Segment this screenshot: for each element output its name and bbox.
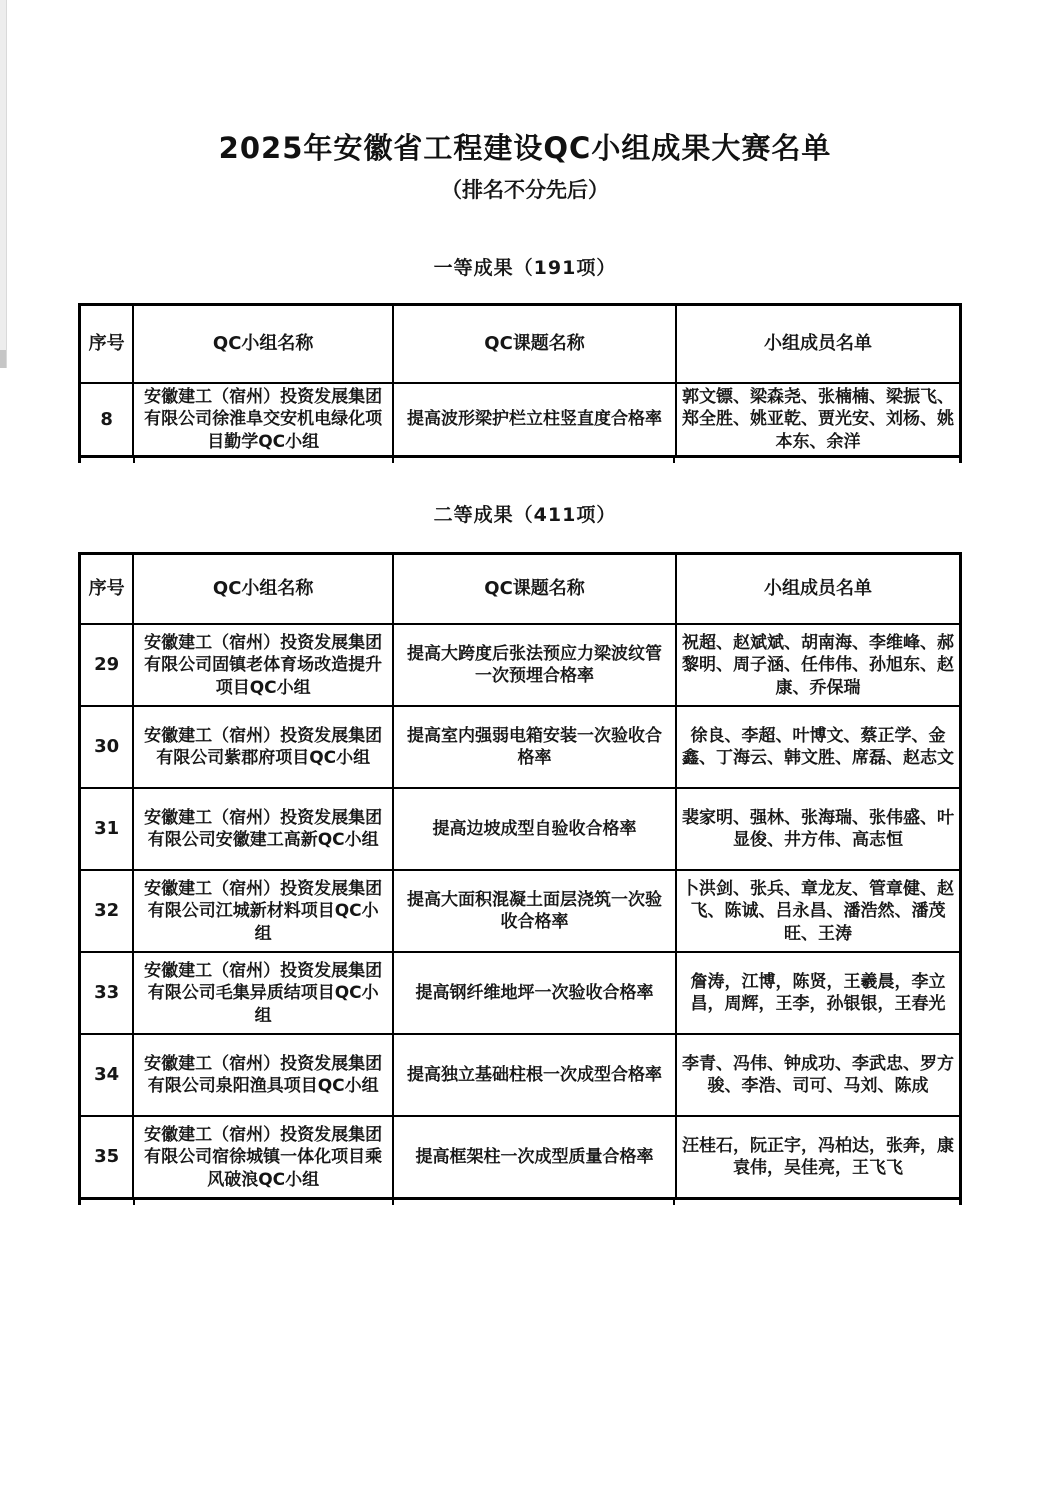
cell-topic-name: 提高独立基础柱根一次成型合格率 xyxy=(393,1034,676,1116)
cell-no: 8 xyxy=(80,383,134,457)
cell-group-name: 安徽建工（宿州）投资发展集团有限公司江城新材料项目QC小组 xyxy=(133,870,393,952)
cell-group-name: 安徽建工（宿州）投资发展集团有限公司紫郡府项目QC小组 xyxy=(133,706,393,788)
col-header-no: 序号 xyxy=(80,554,134,625)
cell-no: 35 xyxy=(80,1116,134,1199)
table-row xyxy=(80,870,961,952)
section-first-prize xyxy=(0,253,1050,463)
cell-members: 詹涛，江博，陈贤，王羲晨，李立昌，周辉，王李，孙银银，王春光 xyxy=(676,952,961,1034)
section-second-prize xyxy=(0,500,1050,1205)
cell-members: 郭文镖、梁森尧、张楠楠、梁振飞、郑全胜、姚亚乾、贾光安、刘杨、姚本东、余洋 xyxy=(676,383,961,457)
section-title-second-prize: 二等成果（411项） xyxy=(433,504,617,527)
table-row xyxy=(80,383,961,457)
cut-off-row xyxy=(78,1200,962,1205)
cell-members: 祝超、赵斌斌、胡南海、李维峰、郝黎明、周子涵、任伟伟、孙旭东、赵康、乔保瑞 xyxy=(676,624,961,706)
cell-group-name: 安徽建工（宿州）投资发展集团有限公司泉阳渔具项目QC小组 xyxy=(133,1034,393,1116)
first-prize-table-wrap xyxy=(78,303,962,463)
cell-group-name: 安徽建工（宿州）投资发展集团有限公司徐淮阜交安机电绿化项目勤学QC小组 xyxy=(133,383,393,457)
cell-group-name: 安徽建工（宿州）投资发展集团有限公司安徽建工高新QC小组 xyxy=(133,788,393,870)
cell-topic-name: 提高大面积混凝土面层浇筑一次验收合格率 xyxy=(393,870,676,952)
header-row xyxy=(80,554,961,625)
col-header-group-name: QC小组名称 xyxy=(133,305,393,384)
table-row xyxy=(80,788,961,870)
cell-no: 29 xyxy=(80,624,134,706)
cell-group-name: 安徽建工（宿州）投资发展集团有限公司毛集异质结项目QC小组 xyxy=(133,952,393,1034)
section-title-first-prize: 一等成果（191项） xyxy=(433,257,617,279)
cell-topic-name: 提高室内强弱电箱安装一次验收合格率 xyxy=(393,706,676,788)
cell-no: 34 xyxy=(80,1034,134,1116)
table-row xyxy=(80,706,961,788)
table-row xyxy=(80,952,961,1034)
cell-no: 32 xyxy=(80,870,134,952)
table-row xyxy=(80,1116,961,1199)
header-row xyxy=(80,305,961,384)
cell-group-name: 安徽建工（宿州）投资发展集团有限公司宿徐城镇一体化项目乘风破浪QC小组 xyxy=(133,1116,393,1199)
col-header-no: 序号 xyxy=(80,305,134,384)
cell-group-name: 安徽建工（宿州）投资发展集团有限公司固镇老体育场改造提升项目QC小组 xyxy=(133,624,393,706)
cell-topic-name: 提高边坡成型自验收合格率 xyxy=(393,788,676,870)
cell-no: 31 xyxy=(80,788,134,870)
cell-members: 汪桂石，阮正宇，冯柏达，张奔，康袁伟，吴佳亮，王飞飞 xyxy=(676,1116,961,1199)
cell-no: 33 xyxy=(80,952,134,1034)
table-row xyxy=(80,1034,961,1116)
cell-members: 徐良、李超、叶博文、蔡正学、金鑫、丁海云、韩文胜、席磊、赵志文 xyxy=(676,706,961,788)
scrollbar-track[interactable] xyxy=(0,0,7,368)
col-header-topic-name: QC课题名称 xyxy=(393,305,676,384)
cell-topic-name: 提高大跨度后张法预应力梁波纹管一次预埋合格率 xyxy=(393,624,676,706)
table-row xyxy=(80,624,961,706)
page-subtitle: （排名不分先后） xyxy=(441,178,609,202)
second-prize-results-table xyxy=(78,552,962,1200)
cut-off-row xyxy=(78,458,962,463)
col-header-members: 小组成员名单 xyxy=(676,554,961,625)
cell-members: 卜洪剑、张兵、章龙友、管章健、赵飞、陈诚、吕永昌、潘浩然、潘茂旺、王涛 xyxy=(676,870,961,952)
cell-members: 裴家明、强林、张海瑞、张伟盛、叶显俊、井方伟、高志恒 xyxy=(676,788,961,870)
cell-topic-name: 提高框架柱一次成型质量合格率 xyxy=(393,1116,676,1199)
page-title: 2025年安徽省工程建设QC小组成果大赛名单 xyxy=(218,131,832,165)
col-header-topic-name: QC课题名称 xyxy=(393,554,676,625)
col-header-group-name: QC小组名称 xyxy=(133,554,393,625)
second-prize-table-wrap xyxy=(78,552,962,1205)
cell-no: 30 xyxy=(80,706,134,788)
col-header-members: 小组成员名单 xyxy=(676,305,961,384)
first-prize-results-table xyxy=(78,303,962,458)
cell-topic-name: 提高钢纤维地坪一次验收合格率 xyxy=(393,952,676,1034)
cell-topic-name: 提高波形梁护栏立柱竖直度合格率 xyxy=(393,383,676,457)
cell-members: 李青、冯伟、钟成功、李武忠、罗方骏、李浩、司可、马刘、陈成 xyxy=(676,1034,961,1116)
scrollbar-thumb[interactable] xyxy=(0,350,6,368)
